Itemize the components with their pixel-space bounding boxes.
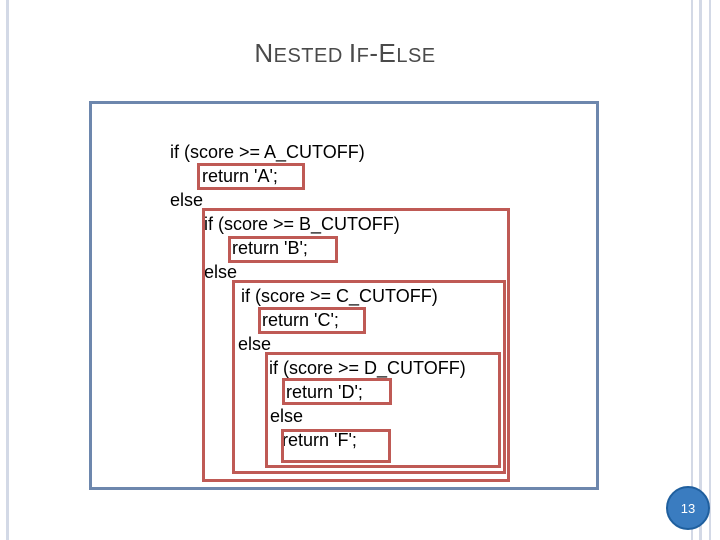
code-line: return 'F'; [282, 430, 357, 450]
code-line: return 'D'; [286, 382, 363, 402]
slide-number: 13 [680, 500, 696, 516]
code-line: if (score >= A_CUTOFF) [170, 142, 365, 162]
code-line: else [270, 406, 304, 426]
left-decorative-rule [6, 0, 9, 540]
return-d-highlight [282, 378, 392, 405]
code-line: if (score >= B_CUTOFF) [204, 214, 400, 234]
code-line: return 'A'; [202, 166, 278, 186]
code-line: else [204, 262, 238, 282]
code-line: if (score >= C_CUTOFF) [241, 286, 438, 306]
code-line: if (score >= D_CUTOFF) [269, 358, 466, 378]
code-line: else [170, 190, 204, 210]
return-f-highlight [281, 429, 391, 463]
return-c-highlight [258, 307, 366, 334]
return-b-highlight [228, 236, 338, 263]
code-line: else [238, 334, 272, 354]
right-decorative-rule [709, 0, 711, 540]
return-a-highlight [197, 163, 305, 190]
code-line: return 'B'; [232, 238, 308, 258]
slide-title: NESTED IF-ELSE [254, 38, 436, 68]
right-decorative-rule [691, 0, 693, 540]
code-line: return 'C'; [262, 310, 339, 330]
right-decorative-rule [699, 0, 702, 540]
slide-number-badge [666, 486, 710, 530]
